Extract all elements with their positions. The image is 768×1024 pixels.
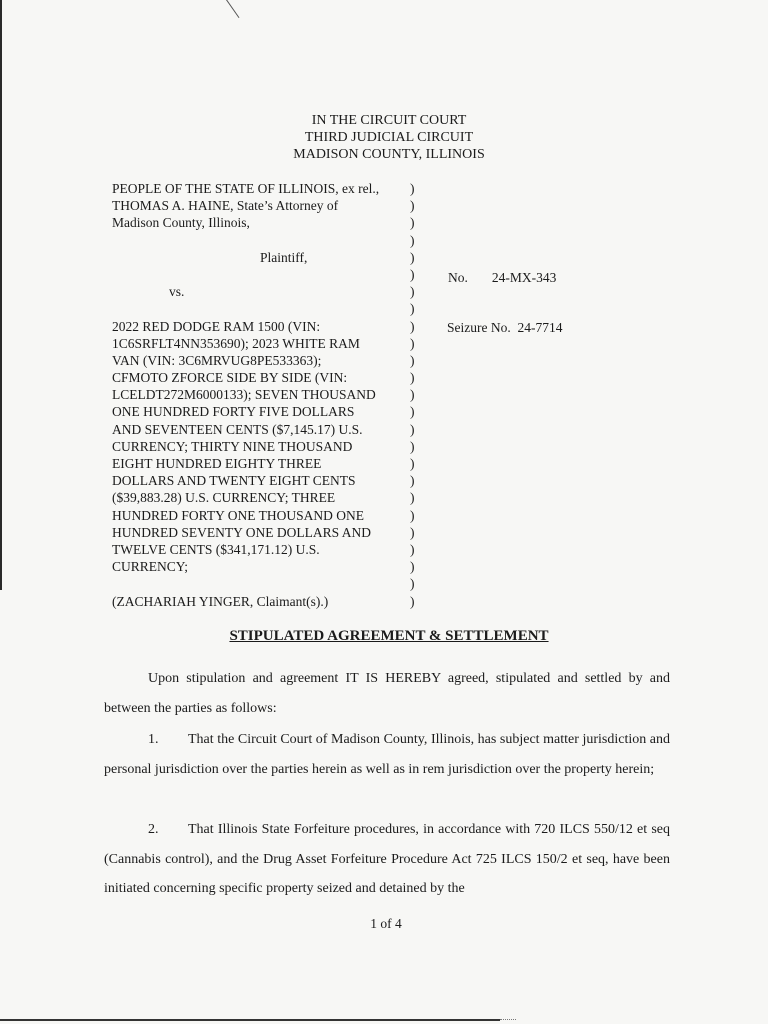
caption-spacer (112, 300, 379, 317)
intro-paragraph (104, 664, 670, 723)
defendant-line: LCELDT272M6000133); SEVEN THOUSAND (112, 387, 376, 403)
defendant-line: 1C6SRFLT4NN353690); 2023 WHITE RAM (112, 335, 360, 351)
defendant-line: DOLLARS AND TWENTY EIGHT CENTS (112, 473, 356, 489)
caption-paren: ) (410, 318, 415, 334)
caption-paren: ) (410, 421, 415, 437)
caption-paren: ) (410, 593, 415, 609)
caption-paren: ) (410, 249, 415, 265)
scan-mark (226, 0, 239, 18)
paragraph-text: That the Circuit Court of Madison County, Illinois, has subject matter jurisdiction and personal jurisdiction over the parties herein as well as in rem jurisdiction over the property herein; (104, 732, 670, 777)
caption-paren: ) (410, 301, 415, 317)
seizure-number-label: Seizure No. (447, 320, 511, 335)
plaintiff-line: PEOPLE OF THE STATE OF ILLINOIS, ex rel., (112, 181, 380, 196)
caption-paren: ) (410, 387, 415, 403)
case-number (448, 270, 556, 286)
caption-paren: ) (410, 524, 415, 540)
defendant-line: HUNDRED FORTY ONE THOUSAND ONE (112, 507, 364, 523)
plaintiff-line: Madison County, Illinois, (112, 215, 250, 231)
defendant-line: ($39,883.28) U.S. CURRENCY; THREE (112, 490, 336, 506)
paragraph-2 (104, 815, 670, 904)
court-line-1: IN THE CIRCUIT COURT (311, 113, 467, 128)
defendant-line: TWELVE CENTS ($341,171.12) U.S. (112, 541, 320, 557)
defendant-line: VAN (VIN: 3C6MRVUG8PE533363); (112, 352, 322, 368)
caption-paren: ) (410, 456, 415, 471)
caption-spacer (112, 266, 379, 283)
plaintiff-line: THOMAS A. HAINE, State’s Attorney of (112, 198, 339, 214)
caption-paren: ) (410, 576, 415, 592)
plaintiff-label: Plaintiff, (260, 249, 308, 265)
bottom-rule (0, 1019, 500, 1021)
caption-paren: ) (410, 473, 415, 489)
claimant-line: (ZACHARIAH YINGER, Claimant(s).) (112, 593, 329, 609)
page-number (0, 916, 768, 932)
caption-paren: ) (410, 370, 415, 386)
court-line-2: THIRD JUDICIAL CIRCUIT (304, 130, 474, 145)
seizure-number (447, 320, 562, 336)
caption-paren: ) (410, 232, 415, 248)
case-number-label: No. (448, 270, 468, 285)
caption-spacer (112, 232, 379, 249)
bottom-rule-dots (500, 1019, 516, 1020)
paragraph-number: 2. (148, 822, 159, 837)
defendant-line: EIGHT HUNDRED EIGHTY THREE (112, 456, 322, 471)
intro-text: Upon stipulation and agreement IT IS HEREBY agreed, stipulated and settled by and between the parties as follows: (104, 671, 670, 716)
caption-paren: ) (410, 541, 415, 557)
document-title (0, 628, 768, 645)
paragraph-number: 1. (148, 732, 159, 747)
caption-paren: ) (410, 266, 415, 282)
defendant-line: 2022 RED DODGE RAM 1500 (VIN: (112, 318, 321, 334)
caption-paren: ) (410, 181, 415, 196)
caption-spacer (112, 575, 379, 592)
case-number-value: 24-MX-343 (491, 270, 557, 285)
seizure-number-value: 24-7714 (517, 320, 563, 335)
caption-paren: ) (410, 215, 415, 231)
caption-paren: ) (410, 198, 415, 214)
caption-paren: ) (410, 335, 415, 351)
caption-paren: ) (410, 559, 415, 575)
document-title-text: STIPULATED AGREEMENT & SETTLEMENT (229, 628, 549, 644)
defendant-line: CFMOTO ZFORCE SIDE BY SIDE (VIN: (112, 370, 348, 386)
caption-paren: ) (410, 352, 415, 368)
court-header (0, 112, 768, 163)
caption-paren: ) (410, 438, 415, 454)
paragraph-1 (104, 725, 670, 784)
defendant-line: AND SEVENTEEN CENTS ($7,145.17) U.S. (112, 421, 363, 437)
caption-paren: ) (410, 404, 415, 420)
defendant-line: CURRENCY; (112, 559, 189, 575)
defendant-line: ONE HUNDRED FORTY FIVE DOLLARS (112, 404, 355, 420)
versus-label: vs. (169, 284, 185, 300)
defendant-line: HUNDRED SEVENTY ONE DOLLARS AND (112, 524, 371, 540)
court-line-3: MADISON COUNTY, ILLINOIS (293, 147, 485, 162)
case-caption (112, 180, 379, 610)
paragraph-text: That Illinois State Forfeiture procedures, in accordance with 720 ILCS 550/12 et seq (Cannabis control), and the Drug Asset Forfeiture Procedure Act 725 ILCS 150/2 et seq, have been initiated concerning specific property seized and detained by the (104, 822, 670, 896)
caption-parenthesis-column (410, 180, 415, 610)
caption-paren: ) (410, 284, 415, 300)
defendant-line: CURRENCY; THIRTY NINE THOUSAND (112, 438, 353, 454)
caption-paren: ) (410, 507, 415, 523)
caption-paren: ) (410, 490, 415, 506)
page-number-text: 1 of 4 (370, 916, 402, 931)
scan-left-edge (0, 0, 2, 590)
